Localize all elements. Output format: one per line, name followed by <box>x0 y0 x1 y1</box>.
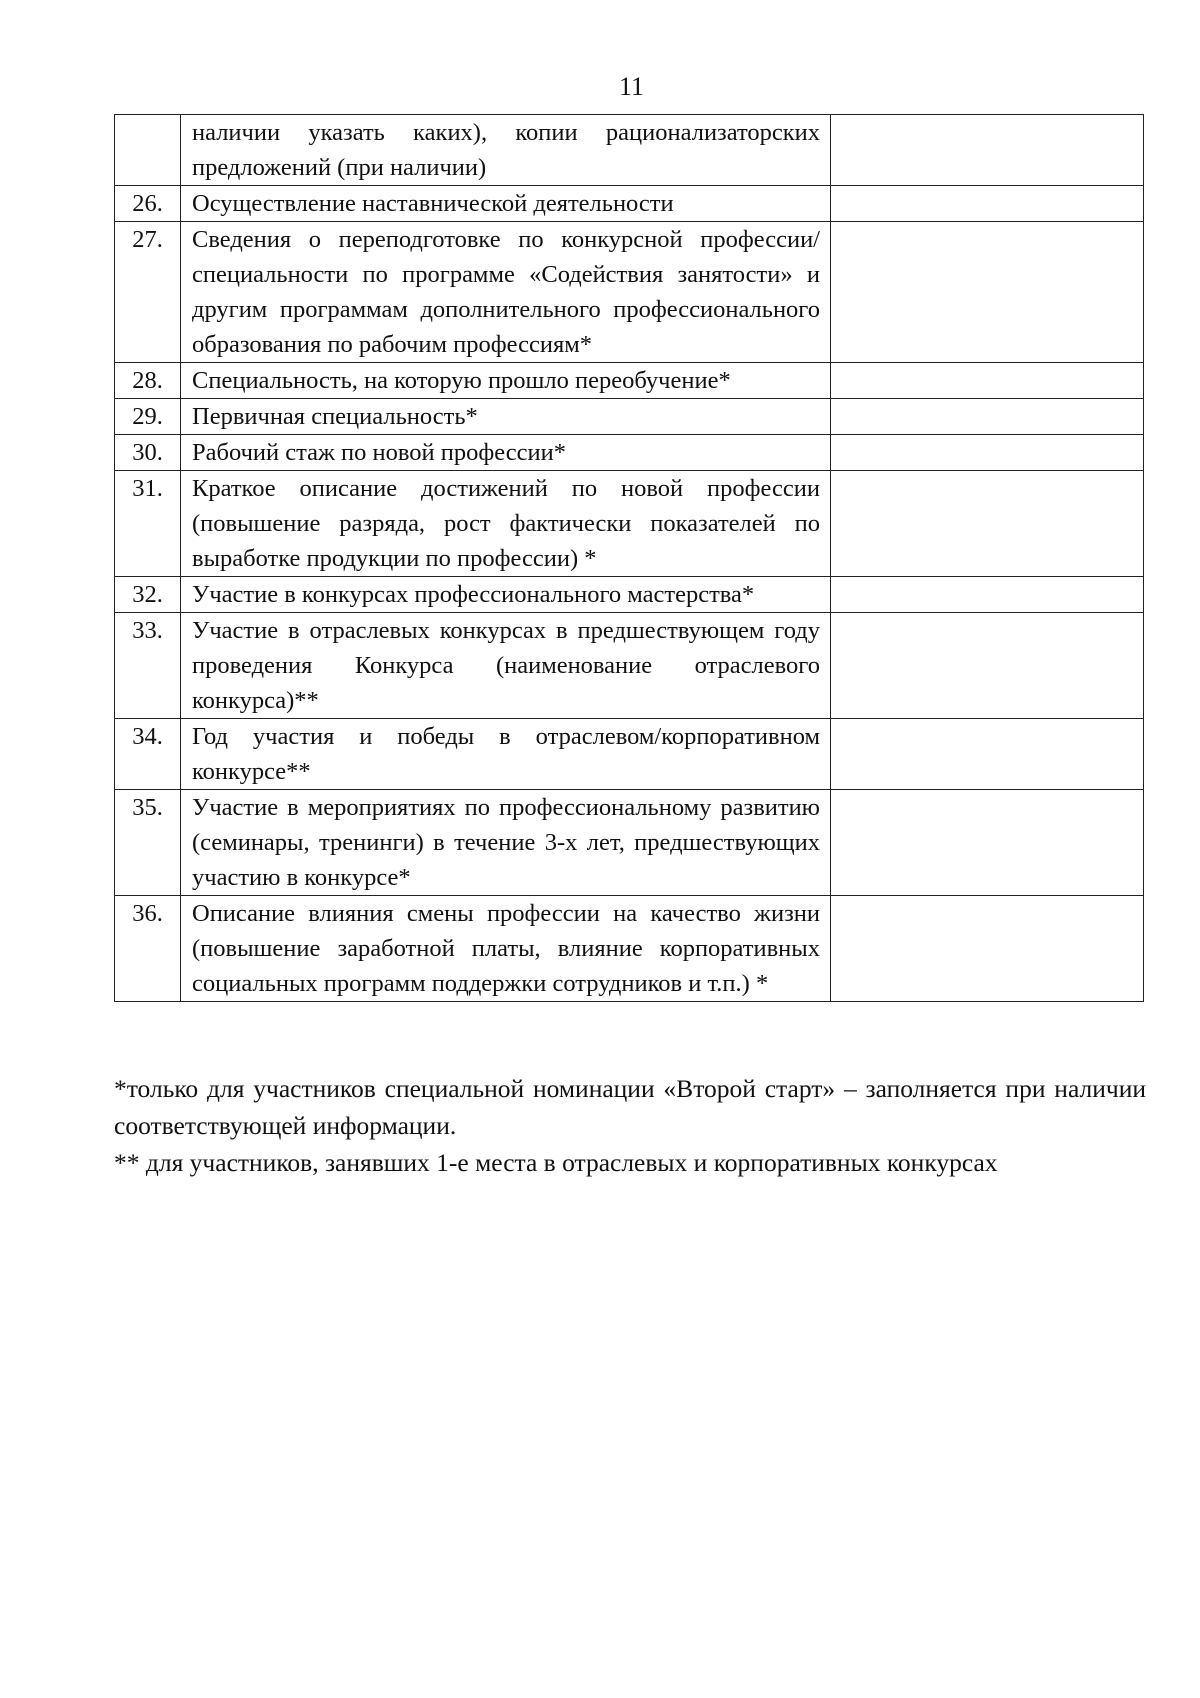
form-table <box>114 114 1144 1002</box>
row-value-cell[interactable] <box>831 363 1144 399</box>
table-row <box>115 222 1144 363</box>
row-number-cell: 32. <box>115 577 181 613</box>
table-row <box>115 613 1144 719</box>
row-number-cell: 27. <box>115 222 181 363</box>
row-value-cell[interactable] <box>831 115 1144 186</box>
row-description-cell <box>181 115 831 186</box>
table-row <box>115 115 1144 186</box>
row-description: Участие в отраслевых конкурсах в предшествующем году проведения Конкурса (наименование отраслевого конкурса)** <box>192 617 820 714</box>
row-value-cell[interactable] <box>831 613 1144 719</box>
row-value-cell[interactable] <box>831 435 1144 471</box>
table-row <box>115 186 1144 222</box>
row-number-cell: 26. <box>115 186 181 222</box>
row-description-cell <box>181 613 831 719</box>
row-value-cell[interactable] <box>831 577 1144 613</box>
row-description: Осуществление наставнической деятельности <box>192 190 674 217</box>
row-description: Участие в конкурсах профессионального мастерства* <box>192 581 755 608</box>
row-description-cell <box>181 222 831 363</box>
row-number-cell: 29. <box>115 399 181 435</box>
row-description: Описание влияния смены профессии на качество жизни (повышение заработной платы, влияние корпоративных социальных программ поддержки сотрудников и т.п.) * <box>192 900 820 997</box>
row-description: Участие в мероприятиях по профессиональному развитию (семинары, тренинги) в течение 3-х лет, предшествующих участию в конкурсе* <box>192 794 820 891</box>
row-number-cell: 31. <box>115 471 181 577</box>
row-description-cell <box>181 896 831 1002</box>
row-number-cell: 36. <box>115 896 181 1002</box>
table-row <box>115 399 1144 435</box>
row-description: Год участия и победы в отраслевом/корпоративном конкурсе** <box>192 723 820 785</box>
table-row <box>115 790 1144 896</box>
row-number-cell <box>115 115 181 186</box>
row-description: Первичная специальность* <box>192 403 478 430</box>
row-number-cell: 34. <box>115 719 181 790</box>
row-number-cell: 35. <box>115 790 181 896</box>
row-description-cell <box>181 790 831 896</box>
row-value-cell[interactable] <box>831 186 1144 222</box>
table-row <box>115 577 1144 613</box>
row-description-cell <box>181 471 831 577</box>
row-description-cell <box>181 363 831 399</box>
row-value-cell[interactable] <box>831 719 1144 790</box>
row-description-cell <box>181 435 831 471</box>
table-row <box>115 719 1144 790</box>
row-description-cell <box>181 719 831 790</box>
row-description-cell <box>181 186 831 222</box>
row-value-cell[interactable] <box>831 222 1144 363</box>
row-number-cell: 33. <box>115 613 181 719</box>
table-row <box>115 896 1144 1002</box>
row-value-cell[interactable] <box>831 790 1144 896</box>
page-number: 11 <box>618 72 645 101</box>
footnote-double-asterisk: ** для участников, занявших 1-е места в отраслевых и корпоративных конкурсах <box>114 1148 998 1177</box>
row-number-cell: 30. <box>115 435 181 471</box>
table-row <box>115 363 1144 399</box>
row-description: Краткое описание достижений по новой профессии (повышение разряда, рост фактически показателей по выработке продукции по профессии) * <box>192 475 820 572</box>
footnotes <box>114 1070 1146 1181</box>
row-value-cell[interactable] <box>831 471 1144 577</box>
table-row <box>115 435 1144 471</box>
table-row <box>115 471 1144 577</box>
row-number-cell: 28. <box>115 363 181 399</box>
row-value-cell[interactable] <box>831 399 1144 435</box>
row-description-cell <box>181 399 831 435</box>
footnote-single-asterisk: *только для участников специальной номинации «Второй старт» – заполняется при наличии соответствующей информации. <box>114 1074 1146 1140</box>
row-description: Специальность, на которую прошло переобучение* <box>192 367 731 394</box>
row-description-cell <box>181 577 831 613</box>
row-description: Рабочий стаж по новой профессии* <box>192 439 566 466</box>
row-value-cell[interactable] <box>831 896 1144 1002</box>
row-description: наличии указать каких), копии рационализаторских предложений (при наличии) <box>192 119 820 181</box>
row-description: Сведения о переподготовке по конкурсной профессии/специальности по программе «Содействия занятости» и другим программам дополнительного профессионального образования по рабочим профессиям* <box>192 226 820 358</box>
